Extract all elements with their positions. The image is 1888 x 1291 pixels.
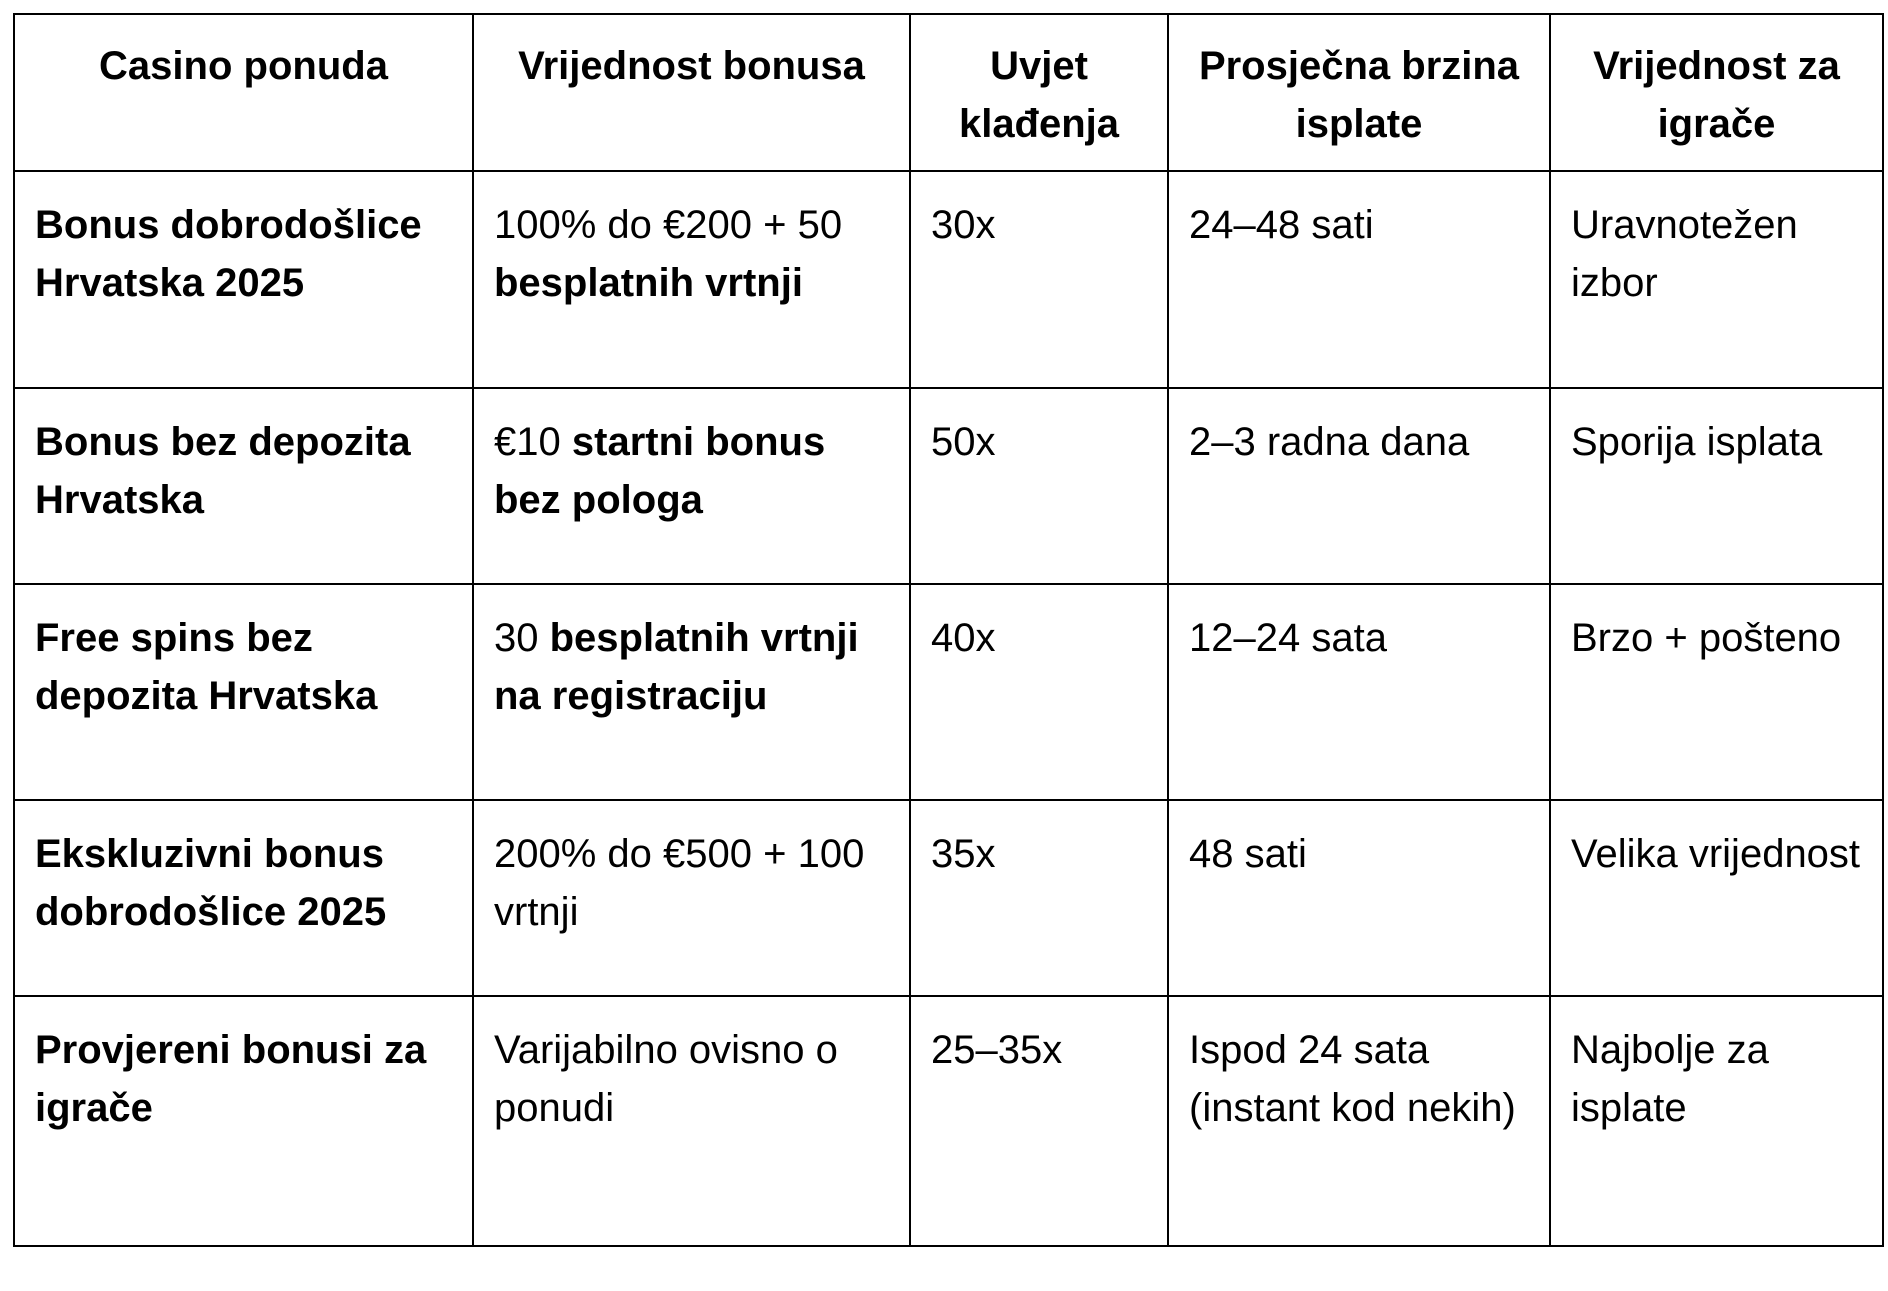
- cell-player-value: Sporija isplata: [1550, 388, 1883, 584]
- cell-offer: Bonus bez depozita Hrvatska: [14, 388, 473, 584]
- cell-offer: Provjereni bonusi za igrače: [14, 996, 473, 1246]
- bonus-value-plain: 200% do €500 + 100 vrtnji: [494, 832, 865, 934]
- bonus-value-bold: besplatnih vrtnji: [494, 261, 803, 305]
- table-row: [14, 388, 1883, 584]
- header-wagering: Uvjet klađenja: [910, 14, 1168, 171]
- cell-payout-speed: 2–3 radna dana: [1168, 388, 1550, 584]
- cell-bonus-value: [473, 584, 910, 800]
- cell-player-value: Uravnotežen izbor: [1550, 171, 1883, 388]
- cell-player-value: Najbolje za isplate: [1550, 996, 1883, 1246]
- cell-bonus-value: [473, 800, 910, 996]
- cell-bonus-value: [473, 388, 910, 584]
- bonus-value-plain: 100% do €200 + 50: [494, 203, 843, 247]
- table-header-row: [14, 14, 1883, 171]
- cell-wagering: 50x: [910, 388, 1168, 584]
- bonus-comparison-table: [13, 13, 1884, 1247]
- cell-payout-speed: Ispod 24 sata (instant kod nekih): [1168, 996, 1550, 1246]
- cell-offer: Ekskluzivni bonus dobrodošlice 2025: [14, 800, 473, 996]
- cell-bonus-value: [473, 171, 910, 388]
- bonus-value-plain: €10: [494, 420, 561, 464]
- cell-payout-speed: 12–24 sata: [1168, 584, 1550, 800]
- bonus-value-bold: startni bonus bez pologa: [494, 420, 826, 522]
- cell-payout-speed: 48 sati: [1168, 800, 1550, 996]
- cell-wagering: 35x: [910, 800, 1168, 996]
- table-row: [14, 996, 1883, 1246]
- header-payout-speed: Prosječna brzina isplate: [1168, 14, 1550, 171]
- table-row: [14, 584, 1883, 800]
- header-player-value: Vrijednost za igrače: [1550, 14, 1883, 171]
- cell-wagering: 40x: [910, 584, 1168, 800]
- cell-offer: Bonus dobrodošlice Hrvatska 2025: [14, 171, 473, 388]
- cell-wagering: 25–35x: [910, 996, 1168, 1246]
- cell-offer: Free spins bez depozita Hrvatska: [14, 584, 473, 800]
- header-bonus-value: Vrijednost bonusa: [473, 14, 910, 171]
- cell-wagering: 30x: [910, 171, 1168, 388]
- cell-bonus-value: [473, 996, 910, 1246]
- table-row: [14, 800, 1883, 996]
- cell-player-value: Brzo + pošteno: [1550, 584, 1883, 800]
- bonus-value-bold: besplatnih vrtnji na registraciju: [494, 616, 859, 718]
- cell-player-value: Velika vrijednost: [1550, 800, 1883, 996]
- bonus-value-plain: Varijabilno ovisno o ponudi: [494, 1028, 838, 1130]
- bonus-value-plain: 30: [494, 616, 539, 660]
- cell-payout-speed: 24–48 sati: [1168, 171, 1550, 388]
- table-row: [14, 171, 1883, 388]
- header-casino-offer: Casino ponuda: [14, 14, 473, 171]
